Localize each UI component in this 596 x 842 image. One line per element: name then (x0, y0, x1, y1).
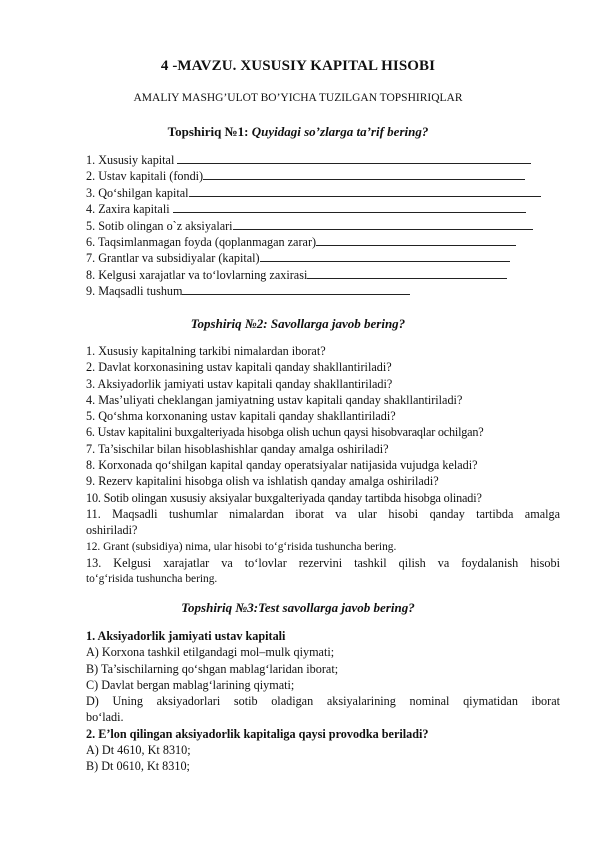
task3-heading (0, 600, 596, 616)
question-item: 13. Kelgusi xarajatlar va to‘lovlar rezervini tashkil qilish va foydalanish hisobi (86, 555, 560, 570)
list-item: 5. Sotib olingan o`z aksiyalari (86, 217, 560, 233)
task3-heading-italic: Topshiriq №3:Test savollarga javob bering? (181, 600, 415, 615)
question-item: 5. Qo‘shma korxonaning ustav kapitali qanday shakllantiriladi? (86, 409, 396, 424)
list-item: 3. Qo‘shilgan kapital (86, 184, 560, 200)
task2-questions (86, 343, 560, 587)
task1-heading (0, 124, 596, 140)
list-item: 2. Ustav kapitali (fondi) (86, 167, 560, 183)
task1-heading-prefix: Topshiriq №1: (167, 124, 252, 139)
task3-tests (86, 628, 560, 775)
test-option: C) Davlat bergan mablag‘larining qiymati; (86, 677, 295, 692)
question-item: 4. Mas’uliyati cheklangan jamiyatning ustav kapitali qanday shakllantiriladi? (86, 392, 463, 407)
question-item: 3. Aksiyadorlik jamiyati ustav kapitali qanday shakllantiriladi? (86, 376, 393, 391)
test-option: B) Dt 0610, Kt 8310; (86, 759, 190, 774)
task2-heading-italic: Topshiriq №2: Savollarga javob bering? (190, 316, 406, 331)
list-item: 4. Zaxira kapitali (86, 200, 560, 216)
test-option: B) Ta’sischilarning qo‘shgan mablag‘laridan iborat; (86, 661, 339, 676)
question-item: 12. Grant (subsidiya) nima, ular hisobi to‘g‘risida tushuncha bering. (86, 540, 397, 553)
question-item: 1. Xususiy kapitalning tarkibi nimalardan iborat? (86, 344, 326, 358)
task1-list (86, 151, 560, 299)
question-item: 9. Rezerv kapitalini hisobga olish va ishlatish qanday amalga oshiriladi? (86, 474, 439, 489)
question-item: 11. Maqsadli tushumlar nimalardan iborat va ular hisobi qanday tartibda amalga (86, 506, 560, 521)
question-item: 6. Ustav kapitalini buxgalteriyada hisobga olish uchun qaysi hisobvaraqlar ochilgan? (86, 425, 484, 440)
list-item: 1. Xususiy kapital (86, 151, 560, 167)
test-option: D) Uning aksiyadorlari sotib oladigan aksiyalarining nominal qiymatidan iborat (86, 694, 560, 709)
list-item: 8. Kelgusi xarajatlar va to‘lovlarning zaxirasi (86, 266, 560, 282)
test-question: 2. E’lon qilingan aksiyadorlik kapitaliga qaysi provodka beriladi? (86, 726, 429, 741)
task1-heading-italic: Quyidagi so’zlarga ta’rif bering? (251, 124, 429, 139)
test-question: 1. Aksiyadorlik jamiyati ustav kapitali (86, 629, 286, 643)
question-item: 8. Korxonada qo‘shilgan kapital qanday operatsiyalar natijasida vujudga keladi? (86, 458, 478, 473)
list-item: 6. Taqsimlanmagan foyda (qoplanmagan zarar) (86, 233, 560, 249)
page-title: 4 -MAVZU. XUSUSIY KAPITAL HISOBI (160, 58, 436, 74)
question-item-cont: oshiriladi? (86, 523, 138, 538)
task2-heading (0, 316, 596, 332)
test-option-cont: bo‘ladi. (86, 710, 124, 725)
test-option: A) Dt 4610, Kt 8310; (86, 743, 191, 758)
question-item: 7. Ta’sischilar bilan hisoblashishlar qanday amalga oshiriladi? (86, 441, 389, 456)
question-item: 10. Sotib olingan xususiy aksiyalar buxgalteriyada qanday tartibda hisobga olinadi? (86, 490, 482, 505)
list-item: 9. Maqsadli tushum (86, 282, 560, 298)
question-item: 2. Davlat korxonasining ustav kapitali qanday shakllantiriladi? (86, 360, 392, 375)
page-subtitle: AMALIY MASHG’ULOT BO’YICHA TUZILGAN TOPSHIRIQLAR (133, 92, 463, 104)
test-option: A) Korxona tashkil etilgandagi mol–mulk qiymati; (86, 645, 335, 660)
question-item-cont: to‘g‘risida tushuncha bering. (86, 573, 218, 586)
list-item: 7. Grantlar va subsidiyalar (kapital) (86, 249, 560, 265)
